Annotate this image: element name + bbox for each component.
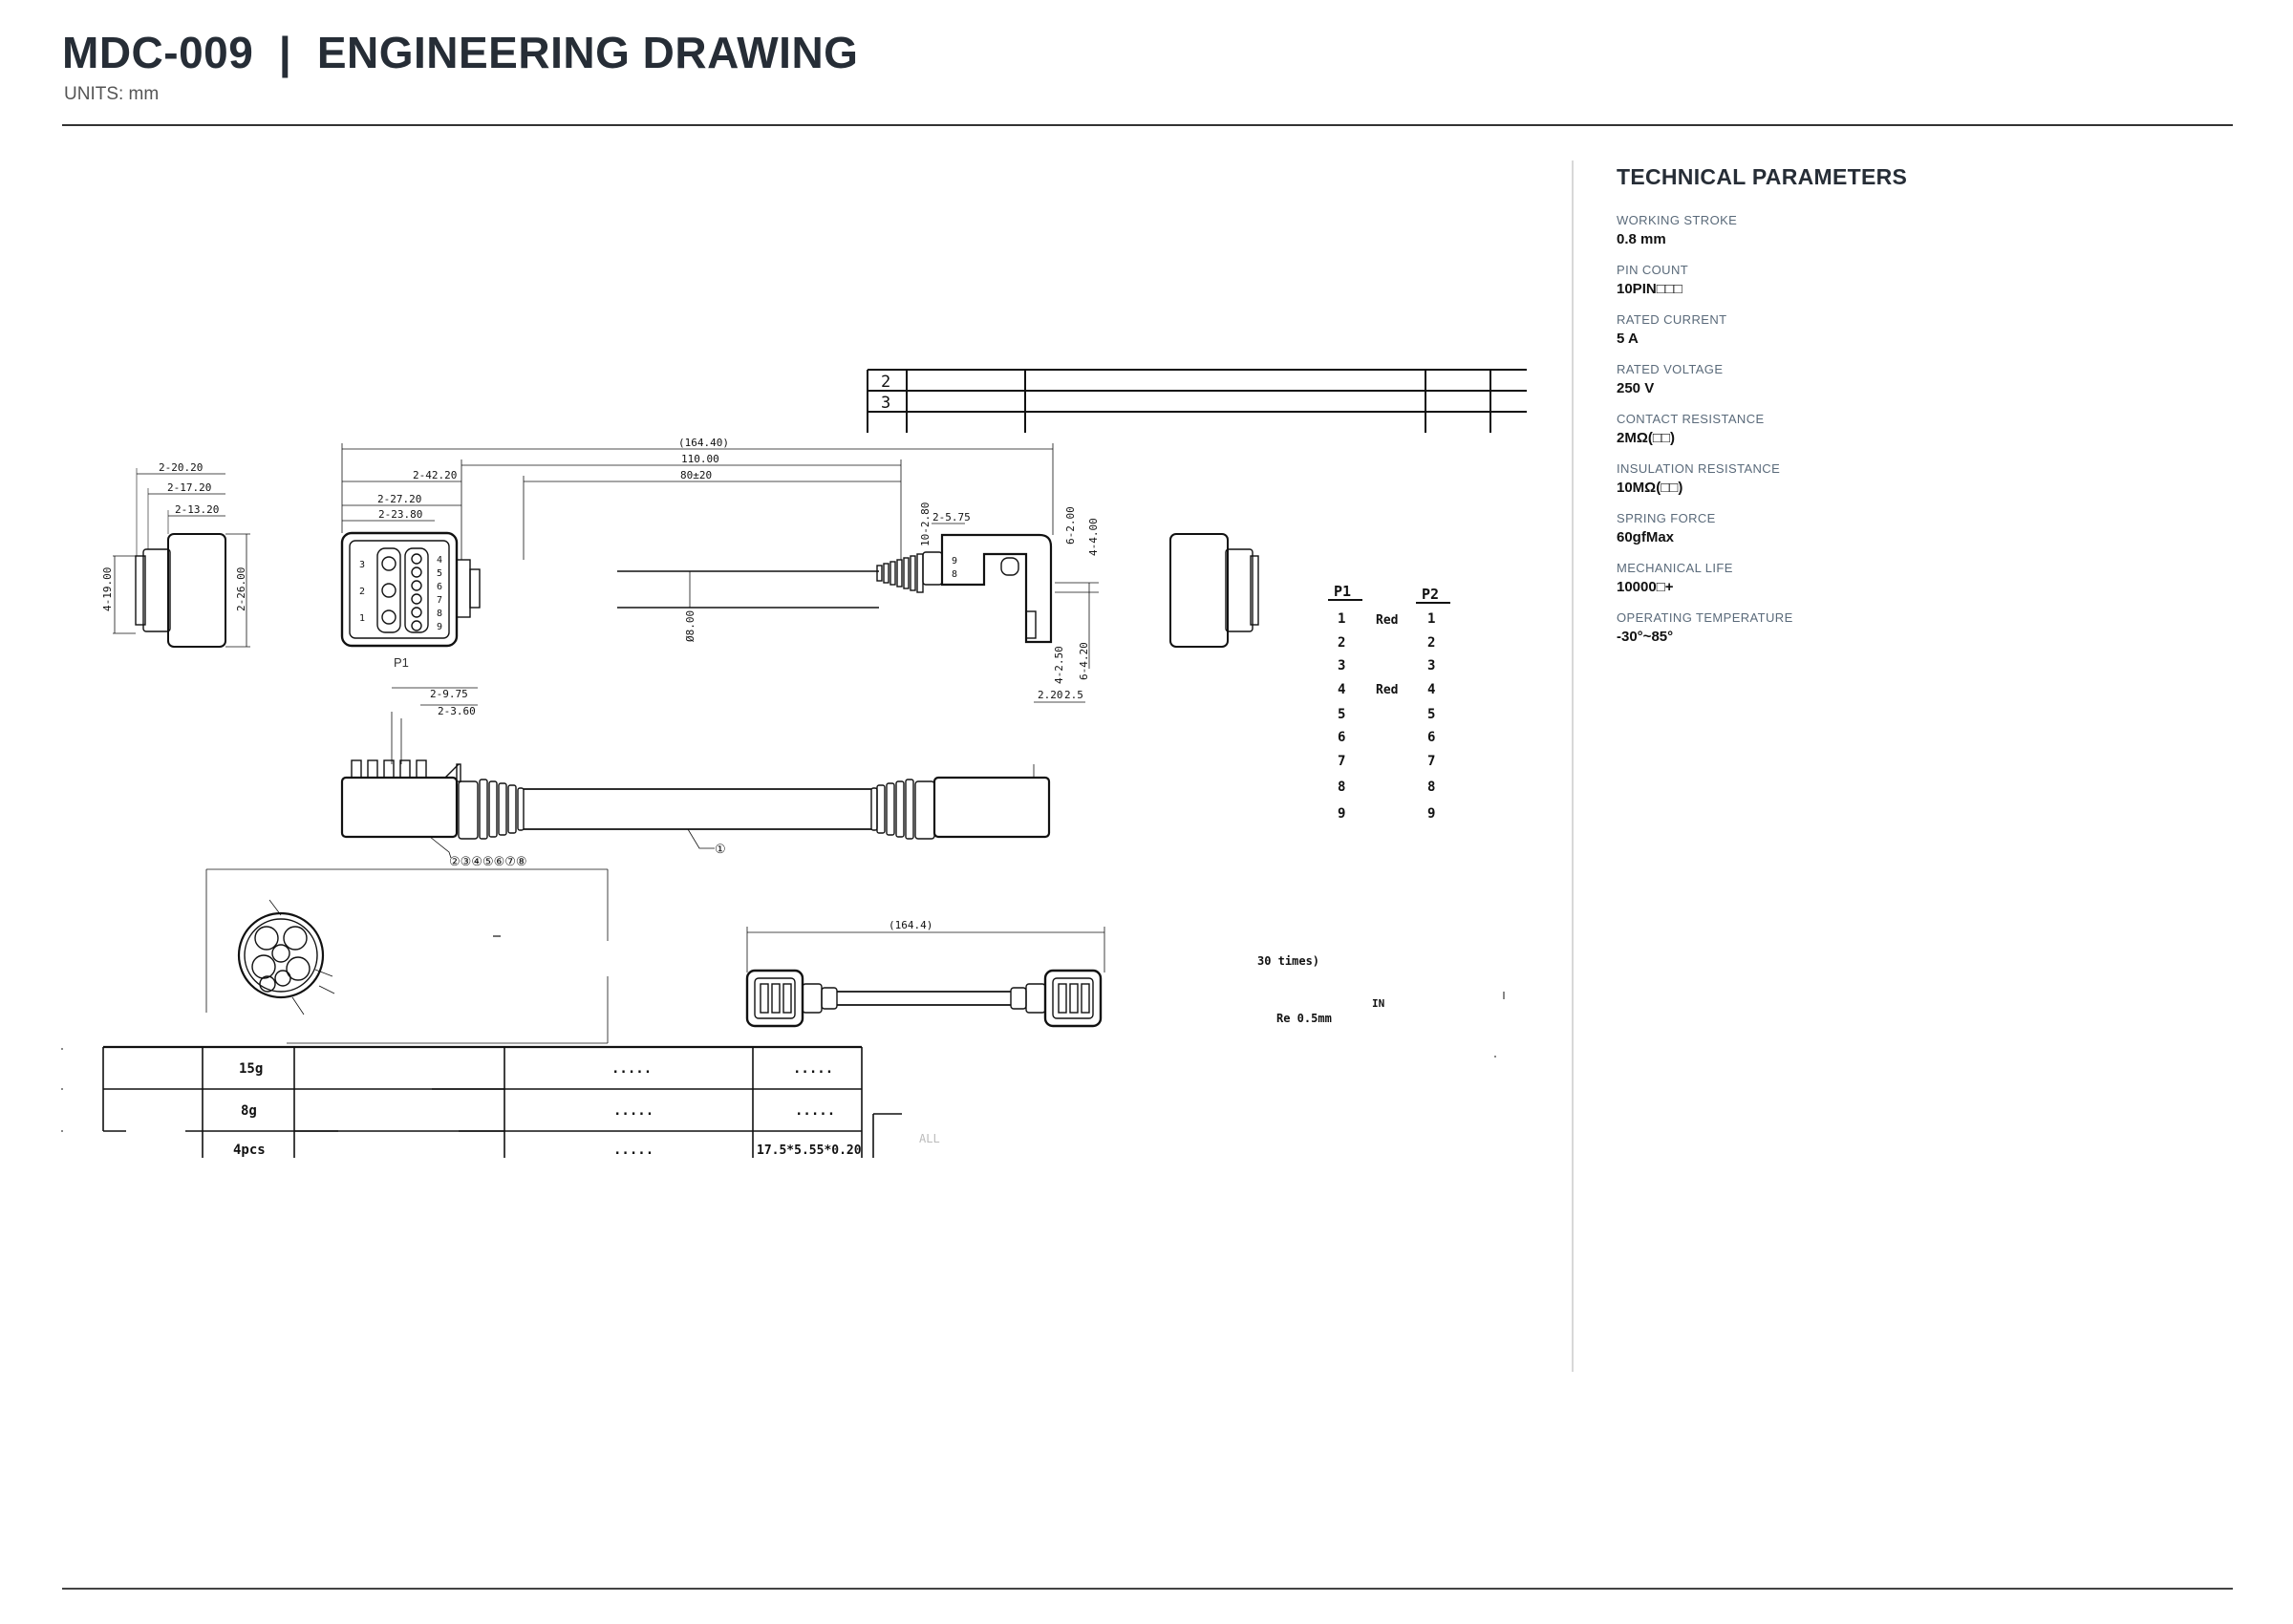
parameter-list bbox=[1617, 213, 2228, 660]
wiring-p2-pin: 1 bbox=[1427, 611, 1436, 627]
parameter-label: SPRING FORCE bbox=[1617, 511, 1716, 525]
pin-label: 8 bbox=[437, 609, 443, 619]
technical-parameters-panel bbox=[1617, 164, 2228, 660]
page-title: MDC-009 | ENGINEERING DRAWING bbox=[62, 28, 859, 77]
revision-table bbox=[868, 370, 1527, 433]
dim-2-20: 2.20 bbox=[1038, 689, 1063, 701]
dim-height-26: 2-26.00 bbox=[235, 566, 247, 611]
bottom-top-view bbox=[747, 919, 1104, 1026]
wiring-p1-pin: 8 bbox=[1338, 780, 1346, 795]
parameter-row bbox=[1617, 412, 2228, 461]
parameter-label: PIN COUNT bbox=[1617, 263, 1689, 277]
wiring-p1-pin: 7 bbox=[1338, 754, 1346, 769]
dim-27-20: 2-27.20 bbox=[377, 493, 422, 505]
dim-13-20: 2-13.20 bbox=[175, 503, 220, 516]
units-label: UNITS: mm bbox=[64, 84, 160, 104]
parameter-value: 0.8 mm bbox=[1617, 231, 1666, 247]
parameters-heading: TECHNICAL PARAMETERS bbox=[1617, 164, 1908, 189]
bom-cell: ..... bbox=[611, 1061, 653, 1077]
callout-cable: ① bbox=[715, 843, 726, 857]
bom-cell: 17.5*5.55*0.20 bbox=[757, 1143, 862, 1158]
dim-110: 110.00 bbox=[681, 453, 719, 465]
parameter-row bbox=[1617, 312, 2228, 362]
wiring-p1-pin: 1 bbox=[1338, 611, 1346, 627]
left-end-view bbox=[101, 461, 250, 647]
parameter-row bbox=[1617, 561, 2228, 610]
parameter-value: 10PIN□□□ bbox=[1617, 281, 1682, 297]
dim-overall: (164.40) bbox=[678, 437, 729, 449]
wiring-p1-pin: 2 bbox=[1338, 635, 1346, 651]
footer-divider bbox=[62, 1588, 2233, 1590]
wiring-p1-pin: 5 bbox=[1338, 707, 1346, 722]
bom-cell: ..... bbox=[613, 1143, 654, 1158]
dim-6-2-00: 6-2.00 bbox=[1064, 506, 1077, 545]
wiring-p1-pin: 4 bbox=[1338, 682, 1346, 697]
bom-cell: ..... bbox=[613, 1103, 654, 1119]
dim-10-2-80: 10-2.80 bbox=[919, 502, 932, 546]
wire-color: Red bbox=[1376, 683, 1399, 697]
side-pin: 8 bbox=[952, 569, 958, 580]
wiring-p2-pin: 4 bbox=[1427, 682, 1436, 697]
parameter-row bbox=[1617, 263, 2228, 312]
parameter-value: 10000□+ bbox=[1617, 579, 1674, 595]
dim-80: 80±20 bbox=[680, 469, 713, 481]
parameter-row bbox=[1617, 461, 2228, 511]
dim-23-80: 2-23.80 bbox=[378, 508, 423, 521]
dim-6-4-20: 6-4.20 bbox=[1078, 642, 1090, 680]
wiring-p1-pin: 9 bbox=[1338, 806, 1346, 822]
wiring-head-p1: P1 bbox=[1334, 583, 1352, 600]
top-side-view bbox=[617, 535, 1099, 702]
note-fragment: IN bbox=[1372, 997, 1385, 1010]
dim-4-4-00: 4-4.00 bbox=[1087, 518, 1100, 556]
parameter-row bbox=[1617, 610, 2228, 660]
pin-label: 3 bbox=[359, 560, 366, 570]
parameter-label: CONTACT RESISTANCE bbox=[1617, 412, 1765, 426]
bom-weight: 4pcs bbox=[233, 1143, 266, 1158]
note-fragments bbox=[1257, 954, 1504, 1057]
wiring-p2-pin: 7 bbox=[1427, 754, 1436, 769]
parameter-value: 5 A bbox=[1617, 331, 1639, 347]
parameter-value: 10MΩ(□□) bbox=[1617, 480, 1683, 496]
wiring-p1-pin: 6 bbox=[1338, 730, 1346, 745]
revision-row-3: 3 bbox=[881, 394, 891, 413]
bom-weight: 8g bbox=[241, 1103, 257, 1119]
note-fragment: 30 times) bbox=[1257, 954, 1320, 968]
pin-label: 4 bbox=[437, 555, 443, 566]
parameter-value: 60gfMax bbox=[1617, 529, 1675, 545]
dim-5-75: 2-5.75 bbox=[932, 511, 971, 524]
dim-42-20: 2-42.20 bbox=[413, 469, 458, 481]
pin-label: 6 bbox=[437, 582, 443, 592]
revision-row-2: 2 bbox=[881, 373, 891, 392]
bom-note: ALL bbox=[919, 1132, 940, 1145]
parameter-row bbox=[1617, 213, 2228, 263]
side-assembly-view bbox=[342, 688, 1049, 869]
right-end-view bbox=[1170, 534, 1258, 647]
wiring-p2-pin: 8 bbox=[1427, 780, 1436, 795]
cable-cross-section bbox=[206, 869, 608, 1043]
wiring-p2-pin: 2 bbox=[1427, 635, 1436, 651]
wiring-p1-pin: 3 bbox=[1338, 658, 1346, 673]
wiring-p2-pin: 6 bbox=[1427, 730, 1436, 745]
wiring-p2-pin: 5 bbox=[1427, 707, 1436, 722]
parameter-label: MECHANICAL LIFE bbox=[1617, 561, 1733, 575]
parameter-value: 250 V bbox=[1617, 380, 1655, 396]
pin-label: 5 bbox=[437, 568, 443, 579]
p1-connector-face bbox=[342, 533, 480, 670]
parameter-row bbox=[1617, 362, 2228, 412]
dim-diameter: Ø8.00 bbox=[684, 609, 696, 642]
dim-3-60: 2-3.60 bbox=[438, 705, 476, 717]
wiring-p2-pin: 3 bbox=[1427, 658, 1436, 673]
wiring-p2-pin: 9 bbox=[1427, 806, 1436, 822]
dim-9-75: 2-9.75 bbox=[430, 688, 468, 700]
pin-label: 2 bbox=[359, 587, 366, 597]
parameter-label: INSULATION RESISTANCE bbox=[1617, 461, 1781, 476]
pin-label: 1 bbox=[359, 613, 366, 624]
callout-parts: ②③④⑤⑥⑦⑧ bbox=[449, 855, 527, 869]
bom-cell: ..... bbox=[795, 1103, 836, 1119]
dim-4-2-50: 4-2.50 bbox=[1053, 646, 1065, 684]
bom-table bbox=[61, 1047, 940, 1158]
parameter-label: WORKING STROKE bbox=[1617, 213, 1738, 227]
pin-label: 7 bbox=[437, 595, 443, 606]
wiring-table bbox=[1328, 583, 1450, 822]
pin-label: 9 bbox=[437, 622, 443, 632]
panel-divider bbox=[1572, 160, 1574, 1372]
dim-20-20: 2-20.20 bbox=[159, 461, 204, 474]
wire-color: Red bbox=[1376, 613, 1399, 628]
dim-height-19: 4-19.00 bbox=[101, 566, 114, 611]
note-fragment: Re 0.5mm bbox=[1276, 1012, 1332, 1025]
bom-cell: ..... bbox=[793, 1061, 834, 1077]
dim-2-5: 2.5 bbox=[1064, 689, 1083, 701]
wiring-head-p2: P2 bbox=[1422, 586, 1440, 603]
bom-weight: 15g bbox=[239, 1061, 264, 1077]
parameter-label: RATED CURRENT bbox=[1617, 312, 1727, 327]
parameter-value: 2MΩ(□□) bbox=[1617, 430, 1675, 446]
side-pin: 9 bbox=[952, 556, 958, 566]
parameter-row bbox=[1617, 511, 2228, 561]
dim-bottom-overall: (164.4) bbox=[889, 919, 933, 931]
parameter-value: -30°~85° bbox=[1617, 629, 1674, 645]
parameter-label: RATED VOLTAGE bbox=[1617, 362, 1724, 376]
p1-label: P1 bbox=[394, 655, 409, 670]
parameter-label: OPERATING TEMPERATURE bbox=[1617, 610, 1793, 625]
dim-17-20: 2-17.20 bbox=[167, 481, 212, 494]
